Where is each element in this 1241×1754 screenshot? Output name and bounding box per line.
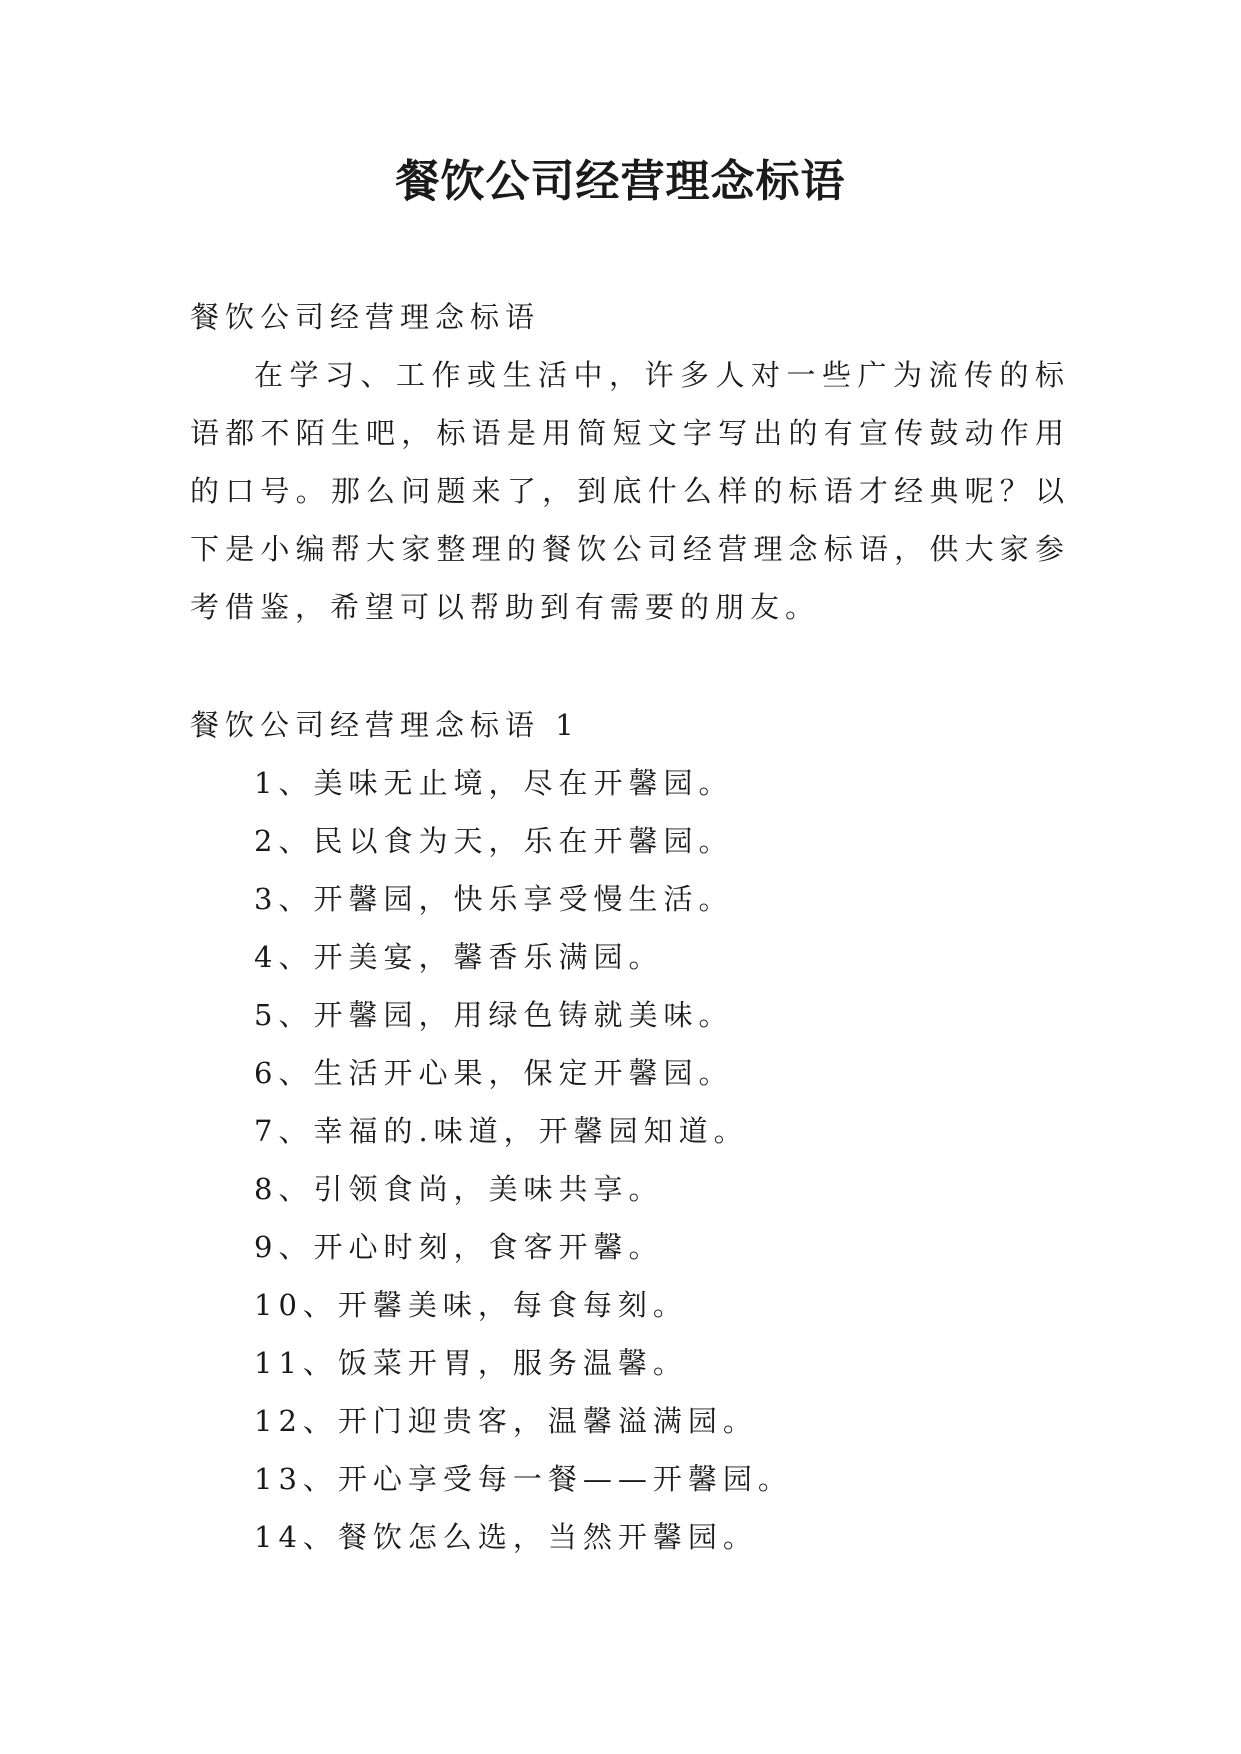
slogan-item: 5、开馨园，用绿色铸就美味。: [254, 998, 734, 1032]
slogan-item: 7、幸福的.味道，开馨园知道。: [254, 1114, 749, 1148]
slogan-item: 11、饭菜开胃，服务温馨。: [254, 1346, 688, 1380]
slogan-item: 1、美味无止境，尽在开馨园。: [254, 766, 734, 800]
slogan-item: 12、开门迎贵客，温馨溢满园。: [254, 1404, 758, 1438]
document-subtitle: 餐饮公司经营理念标语: [190, 300, 541, 334]
slogan-item: 8、引领食尚，美味共享。: [254, 1172, 664, 1206]
slogan-item: 14、餐饮怎么选，当然开馨园。: [254, 1520, 758, 1554]
document-title: 餐饮公司经营理念标语: [395, 156, 846, 207]
section-heading: 餐饮公司经营理念标语 1: [190, 708, 580, 742]
slogan-item: 13、开心享受每一餐——开馨园。: [254, 1462, 793, 1496]
slogan-item: 2、民以食为天，乐在开馨园。: [254, 824, 734, 858]
slogan-item: 4、开美宴，馨香乐满园。: [254, 940, 664, 974]
slogan-item: 6、生活开心果，保定开馨园。: [254, 1056, 734, 1090]
slogan-item: 3、开馨园，快乐享受慢生活。: [254, 882, 734, 916]
slogan-item: 10、开馨美味，每食每刻。: [254, 1288, 688, 1322]
slogan-item: 9、开心时刻，食客开馨。: [254, 1230, 664, 1264]
slogan-list: [254, 754, 1070, 1566]
intro-paragraph: 在学习、工作或生活中，许多人对一些广为流传的标语都不陌生吧，标语是用简短文字写出的有宣传鼓动作用的口号。那么问题来了，到底什么样的标语才经典呢？以下是小编帮大家整理的餐饮公司经营理念标语，供大家参考借鉴，希望可以帮助到有需要的朋友。: [190, 358, 1070, 624]
